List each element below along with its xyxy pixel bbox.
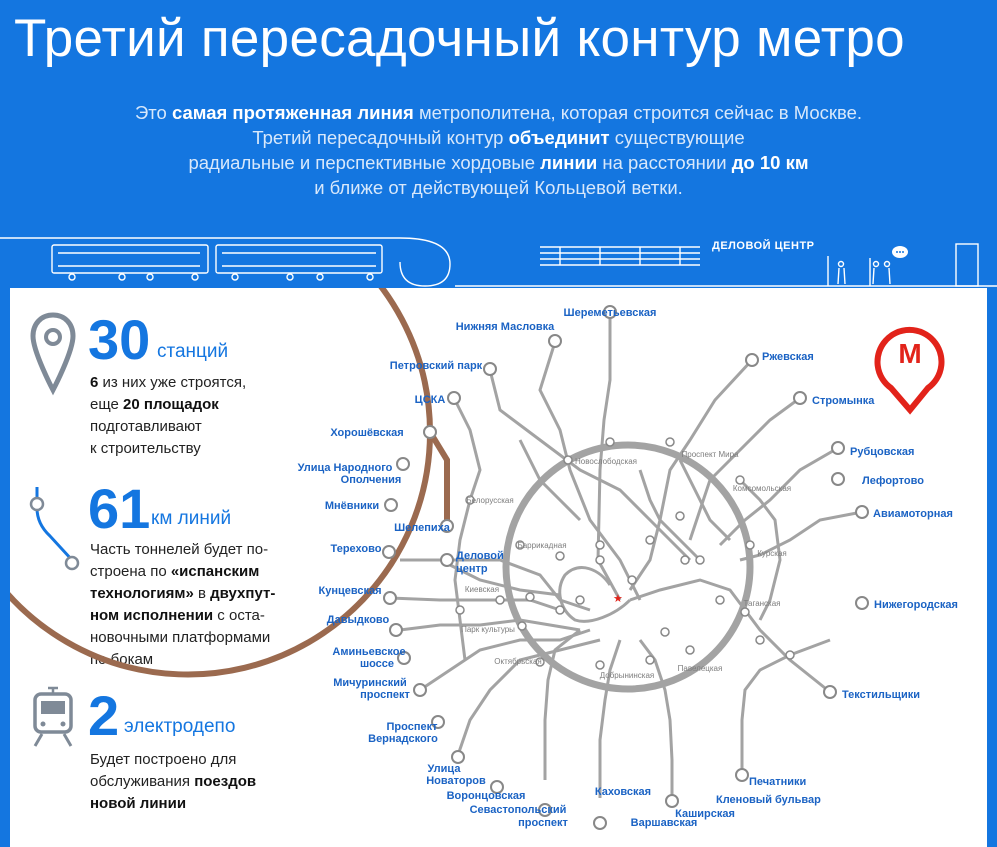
- station-label: Рубцовская: [850, 446, 915, 458]
- stations-unit: станций: [157, 341, 229, 362]
- transfer-node: [686, 646, 694, 654]
- metro-logo: [878, 330, 942, 410]
- station-label: Терехово: [330, 543, 382, 555]
- depots-count: 2: [88, 684, 120, 747]
- transfer-node: [741, 608, 749, 616]
- station-label: Лефортово: [862, 475, 924, 487]
- content-panel: [10, 288, 987, 847]
- station-label: Севастопольский: [469, 804, 567, 816]
- station-label: Улица Народного: [297, 462, 393, 474]
- transfer-station-label: Киевская: [464, 585, 500, 594]
- transfer-node: [681, 556, 689, 564]
- station-label: Воронцовская: [446, 790, 526, 802]
- station-label: Текстильщики: [842, 689, 920, 701]
- depots-unit: электродепо: [124, 716, 236, 737]
- transfer-node: [576, 596, 584, 604]
- station-label: Нижняя Масловка: [455, 321, 555, 333]
- transfer-node: [596, 556, 604, 564]
- transfer-station-label: Комсомольская: [732, 484, 792, 493]
- transfer-station-label: Курская: [757, 549, 787, 558]
- transfer-node: [628, 576, 636, 584]
- stations-description: 6 из них уже строятся, еще 20 площадок подготавливают к строительству: [90, 374, 247, 457]
- transfer-station-label: Проспект Мира: [681, 450, 739, 459]
- transfer-node: [526, 593, 534, 601]
- transfer-node: [661, 628, 669, 636]
- station-label: Давыдково: [326, 614, 390, 626]
- station-label: Нижегородская: [874, 599, 958, 611]
- transfer-node: [606, 438, 614, 446]
- station-label: Стромынка: [812, 395, 875, 407]
- business-center-label: ДЕЛОВОЙ ЦЕНТР: [712, 240, 815, 252]
- transfer-station-label: Новослободская: [574, 457, 638, 466]
- depots-description: Будет построено для обслуживания поездов новой линии: [90, 751, 257, 812]
- station-node: [441, 554, 453, 566]
- metro-map: [10, 288, 987, 847]
- station-node: [384, 592, 396, 604]
- station-node: [390, 624, 402, 636]
- station-label: Ржевская: [762, 351, 814, 363]
- koltsevaya-ring: [506, 445, 750, 689]
- station-label: проспект: [518, 817, 568, 829]
- station-label: Кленовый бульвар: [716, 794, 821, 806]
- station-label: Аминьевское: [332, 646, 406, 658]
- page-title: Третий пересадочный контур метро: [14, 9, 905, 68]
- transfer-station-label: Таганская: [743, 599, 781, 608]
- transfer-node: [596, 541, 604, 549]
- station-node: [832, 442, 844, 454]
- station-node: [736, 769, 748, 781]
- station-label: ЦСКА: [414, 394, 446, 406]
- station-label: Вернадского: [368, 733, 438, 745]
- transfer-node: [756, 636, 764, 644]
- stations-count: 30: [88, 308, 151, 371]
- transfer-node: [596, 661, 604, 669]
- transfer-node: [556, 552, 564, 560]
- station-node: [856, 597, 868, 609]
- station-node: [549, 335, 561, 347]
- station-label: Проспект: [386, 721, 438, 733]
- transfer-node: [456, 606, 464, 614]
- station-label: Петровский парк: [389, 360, 483, 372]
- station-label: шоссе: [359, 658, 395, 670]
- station-node: [397, 458, 409, 470]
- station-node: [832, 473, 844, 485]
- station-node: [385, 499, 397, 511]
- station-node: [856, 506, 868, 518]
- station-node: [452, 751, 464, 763]
- station-label: Мичуринский: [333, 677, 407, 689]
- transfer-node: [696, 556, 704, 564]
- station-node: [824, 686, 836, 698]
- station-label: Каховская: [594, 786, 652, 798]
- km-unit: км линий: [151, 508, 232, 529]
- transfer-node: [646, 656, 654, 664]
- station-label: Варшавская: [630, 817, 698, 829]
- station-label: Шереметьевская: [563, 307, 657, 319]
- transfer-station-label: Павелецкая: [677, 664, 723, 673]
- station-label: проспект: [360, 689, 410, 701]
- transfer-station-label: Белорусская: [466, 496, 514, 505]
- skyline-illustration: [0, 228, 997, 288]
- station-label: Новаторов: [426, 775, 486, 787]
- center-star: ★: [613, 593, 623, 605]
- transfer-node: [518, 622, 526, 630]
- station-node: [414, 684, 426, 696]
- station-node: [746, 354, 758, 366]
- km-description: Часть тоннелей будет по- строена по «испанским технологиям» в двухпут- ном исполнении с оста- новочными платформами по бокам: [90, 541, 276, 668]
- transfer-station-label: Баррикадная: [517, 541, 567, 550]
- transfer-node: [746, 541, 754, 549]
- transfer-node: [716, 596, 724, 604]
- station-node: [666, 795, 678, 807]
- station-node: [594, 817, 606, 829]
- transfer-node: [676, 512, 684, 520]
- station-label: Мнёвники: [324, 500, 380, 512]
- transfer-station-label: Октябрьская: [494, 657, 542, 666]
- transfer-station-label: Добрынинская: [599, 671, 655, 680]
- transfer-node: [564, 456, 572, 464]
- station-label: Деловой: [456, 550, 504, 562]
- transfer-node: [786, 651, 794, 659]
- transfer-node: [646, 536, 654, 544]
- station-node: [448, 392, 460, 404]
- station-node: [424, 426, 436, 438]
- station-node: [383, 546, 395, 558]
- station-label: центр: [456, 563, 488, 575]
- station-label: Печатники: [749, 776, 807, 788]
- station-label: Авиамоторная: [873, 508, 953, 520]
- km-count: 61: [88, 477, 151, 540]
- station-label: Шелепиха: [394, 522, 450, 534]
- transfer-node: [496, 596, 504, 604]
- transfer-node: [736, 476, 744, 484]
- transfer-node: [666, 438, 674, 446]
- station-label: Хорошёвская: [330, 427, 404, 439]
- station-label: Каширская: [675, 808, 735, 820]
- station-label: Кунцевская: [318, 585, 382, 597]
- station-label: Ополчения: [340, 474, 402, 486]
- transfer-station-label: Парк культуры: [461, 625, 515, 634]
- intro-text: Это самая протяженная линия метрополитена, которая строится сейчас в Москве. Третий пересадочный контур объединит существующие радиальные и перспективные хордовые линии на расстоянии до 10 км и ближе от действующей Кольцевой ветки.: [134, 102, 863, 198]
- metro-logo-letter: М: [898, 338, 922, 369]
- station-node: [484, 363, 496, 375]
- transfer-node: [556, 606, 564, 614]
- station-node: [794, 392, 806, 404]
- station-label: Улица: [427, 763, 461, 775]
